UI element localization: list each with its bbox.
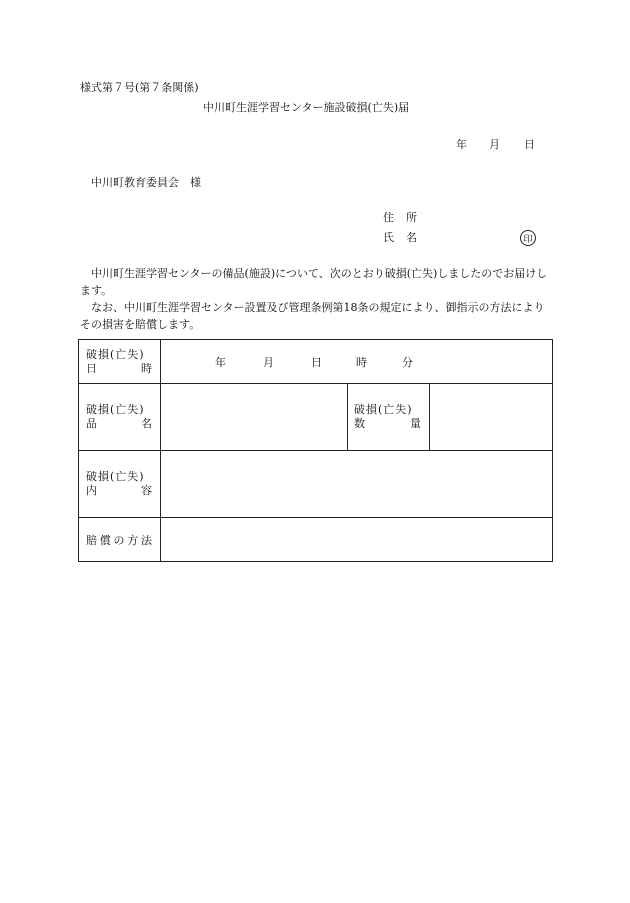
body-text — [80, 265, 550, 333]
quantity-label-char-2: 量 — [410, 417, 421, 430]
form-number: 様式第７号(第７条関係) — [80, 81, 199, 94]
item-name-label-char-2: 名 — [141, 417, 152, 430]
item-name-label-char-1: 品 — [86, 417, 97, 430]
row-item — [79, 384, 553, 451]
item-name-label — [79, 384, 161, 451]
year-label: 年 — [456, 138, 467, 151]
item-name-label-line1: 破損(亡失) — [86, 403, 145, 416]
unit-hour: 時 — [356, 355, 367, 369]
datetime-value-field[interactable] — [161, 340, 553, 384]
details-label-char-1: 内 — [86, 484, 97, 497]
damage-report-table — [78, 339, 553, 562]
name-label-char-2: 名 — [406, 231, 417, 244]
row-details — [79, 451, 553, 518]
datetime-label — [79, 340, 161, 384]
compensation-method-value-field[interactable] — [161, 518, 553, 562]
quantity-label — [348, 384, 430, 451]
details-value-field[interactable] — [161, 451, 553, 518]
datetime-label-line1: 破損(亡失) — [86, 347, 145, 361]
item-name-value-field[interactable] — [161, 384, 348, 451]
address-label-char-2: 所 — [406, 211, 417, 224]
datetime-label-char-2: 時 — [141, 361, 152, 375]
unit-month: 月 — [263, 355, 274, 369]
unit-year: 年 — [215, 355, 226, 369]
day-label: 日 — [524, 138, 535, 151]
quantity-label-line1: 破損(亡失) — [354, 403, 413, 416]
quantity-value-field[interactable] — [430, 384, 553, 451]
details-label-char-2: 容 — [141, 484, 152, 497]
name-label-char-1: 氏 — [383, 231, 394, 244]
compensation-label-char-4: 方 — [127, 533, 139, 547]
row-datetime — [79, 340, 553, 384]
compensation-label-char-2: 償 — [99, 533, 111, 547]
address-label-char-1: 住 — [383, 211, 394, 224]
datetime-label-char-1: 日 — [86, 361, 97, 375]
month-label: 月 — [489, 138, 500, 151]
row-compensation — [79, 518, 553, 562]
compensation-method-label — [79, 518, 161, 562]
compensation-label-char-3: の — [113, 533, 125, 547]
seal-mark: 印 — [520, 230, 536, 246]
details-label — [79, 451, 161, 518]
details-label-line1: 破損(亡失) — [86, 470, 145, 483]
addressee: 中川町教育委員会 様 — [91, 176, 201, 189]
body-paragraph-2: なお、中川町生涯学習センター設置及び管理条例第18条の規定により、御指示の方法によりその損害を賠償します。 — [80, 301, 545, 331]
compensation-label-char-5: 法 — [141, 533, 152, 547]
body-paragraph-1: 中川町生涯学習センターの備品(施設)について、次のとおり破損(亡失)しましたのでお届けします。 — [80, 267, 548, 297]
compensation-label-char-1: 賠 — [86, 533, 97, 547]
unit-day: 日 — [311, 355, 322, 369]
unit-minute: 分 — [402, 355, 413, 369]
quantity-label-char-1: 数 — [354, 417, 365, 430]
document-title: 中川町生涯学習センター施設破損(亡失)届 — [203, 101, 410, 114]
